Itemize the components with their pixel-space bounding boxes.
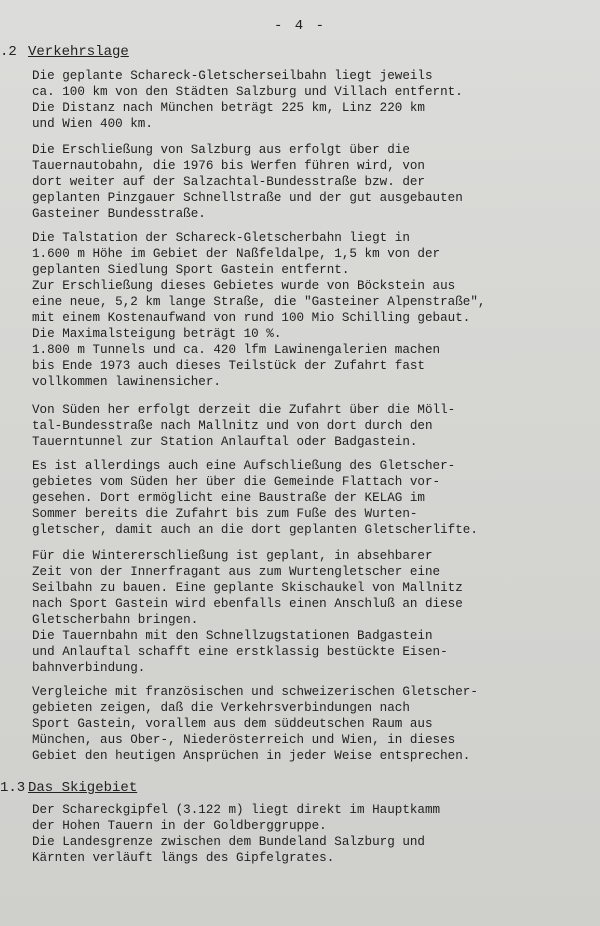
text-line: 1.600 m Höhe im Gebiet der Naßfeldalpe, 1,5 km von der (32, 247, 441, 261)
paragraph-flattach (32, 458, 572, 538)
text-line: Der Schareckgipfel (3.122 m) liegt direkt im Hauptkamm (32, 803, 441, 817)
text-line: und Wien 400 km. (32, 117, 153, 131)
paragraph-winter (32, 548, 572, 676)
paragraph-talstation (32, 230, 572, 390)
text-line: nach Sport Gastein wird ebenfalls einen Anschluß an diese (32, 597, 463, 611)
section-heading-skigebiet (0, 780, 137, 796)
text-line: mit einem Kostenaufwand von rund 100 Mio Schilling gebaut. (32, 311, 471, 325)
text-line: Die Maximalsteigung beträgt 10 %. (32, 327, 282, 341)
text-line: Für die Wintererschließung ist geplant, in absehbarer (32, 549, 433, 563)
text-line: Es ist allerdings auch eine Aufschließung des Gletscher- (32, 459, 456, 473)
text-line: bis Ende 1973 auch dieses Teilstück der Zufahrt fast (32, 359, 425, 373)
text-line: Die Talstation der Schareck-Gletscherbahn liegt in (32, 231, 410, 245)
text-line: Sport Gastein, vorallem aus dem süddeutschen Raum aus (32, 717, 433, 731)
text-line: dort weiter auf der Salzachtal-Bundesstraße bzw. der (32, 175, 425, 189)
paragraph-south-access (32, 402, 572, 450)
text-line: Gasteiner Bundesstraße. (32, 207, 206, 221)
text-line: Die geplante Schareck-Gletscherseilbahn liegt jeweils (32, 69, 433, 83)
text-line: Die Distanz nach München beträgt 225 km, Linz 220 km (32, 101, 425, 115)
text-line: Die Erschließung von Salzburg aus erfolgt über die (32, 143, 410, 157)
text-line: und Anlauftal schafft eine erstklassig bestückte Eisen- (32, 645, 448, 659)
text-line: Seilbahn zu bauen. Eine geplante Skischaukel von Mallnitz (32, 581, 463, 595)
text-line: 1.800 m Tunnels und ca. 420 lfm Lawinengalerien machen (32, 343, 441, 357)
text-line: gebieten zeigen, daß die Verkehrsverbindungen nach (32, 701, 410, 715)
text-line: bahnverbindung. (32, 661, 146, 675)
text-line: Kärnten verläuft längs des Gipfelgrates. (32, 851, 335, 865)
text-line: Tauerntunnel zur Station Anlauftal oder Badgastein. (32, 435, 418, 449)
text-line: Von Süden her erfolgt derzeit die Zufahrt über die Möll- (32, 403, 456, 417)
page-number: - 4 - (273, 18, 326, 34)
text-line: München, aus Ober-, Niederösterreich und Wien, in dieses (32, 733, 456, 747)
text-line: Vergleiche mit französischen und schweizerischen Gletscher- (32, 685, 478, 699)
paragraph-comparison (32, 684, 572, 764)
text-line: vollkommen lawinensicher. (32, 375, 221, 389)
text-line: geplanten Siedlung Sport Gastein entfernt. (32, 263, 350, 277)
text-line: tal-Bundesstraße nach Mallnitz und von dort durch den (32, 419, 433, 433)
paragraph-salzburg-access (32, 142, 572, 222)
section-title: Das Skigebiet (28, 780, 138, 796)
text-line: Gletscherbahn bringen. (32, 613, 199, 627)
text-line: Die Landesgrenze zwischen dem Bundeland Salzburg und (32, 835, 425, 849)
text-line: eine neue, 5,2 km lange Straße, die "Gasteiner Alpenstraße", (32, 295, 486, 309)
section-number: .2 (0, 44, 17, 60)
text-line: geplanten Pinzgauer Schnellstraße und der gut ausgebauten (32, 191, 463, 205)
section-number: 1.3 (0, 780, 26, 796)
section-title: Verkehrslage (28, 44, 129, 60)
text-line: Zur Erschließung dieses Gebietes wurde von Böckstein aus (32, 279, 456, 293)
text-line: Die Tauernbahn mit den Schnellzugstationen Badgastein (32, 629, 433, 643)
text-line: Zeit von der Innerfragant aus zum Wurtengletscher eine (32, 565, 441, 579)
text-line: gesehen. Dort ermöglicht eine Baustraße der KELAG im (32, 491, 425, 505)
text-line: Gebiet den heutigen Ansprüchen in jeder Weise entsprechen. (32, 749, 471, 763)
text-line: ca. 100 km von den Städten Salzburg und Villach entfernt. (32, 85, 463, 99)
text-line: der Hohen Tauern in der Goldberggruppe. (32, 819, 327, 833)
section-heading-verkehrslage (0, 44, 129, 60)
paragraph-distances (32, 68, 572, 132)
text-line: gebietes vom Süden her über die Gemeinde Flattach vor- (32, 475, 441, 489)
text-line: gletscher, damit auch an die dort geplanten Gletscherlifte. (32, 523, 478, 537)
paragraph-schareckgipfel (32, 802, 572, 866)
text-line: Tauernautobahn, die 1976 bis Werfen führen wird, von (32, 159, 425, 173)
text-line: Sommer bereits die Zufahrt bis zum Fuße des Wurten- (32, 507, 418, 521)
